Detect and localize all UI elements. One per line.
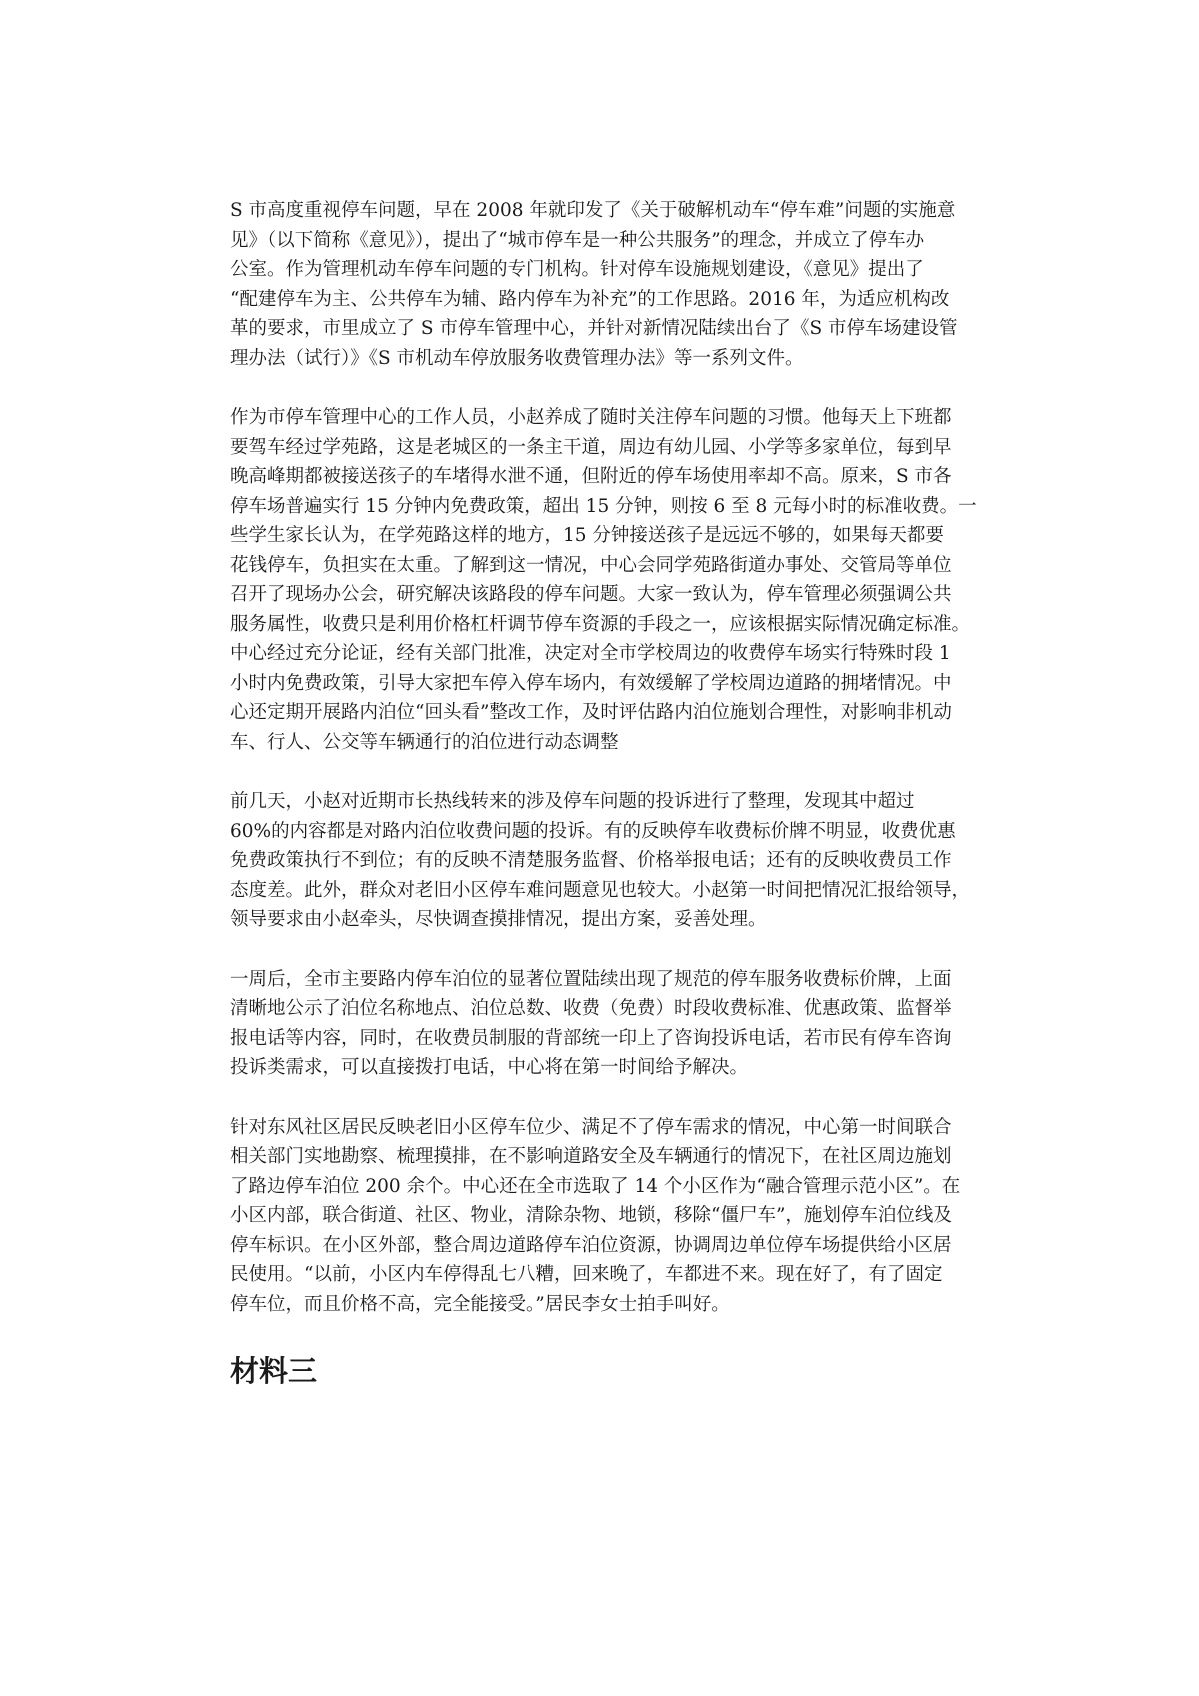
paragraph-line: 中心经过充分论证，经有关部门批准，决定对全市学校周边的收费停车场实行特殊时段 1 — [230, 643, 951, 664]
paragraph-4 — [230, 965, 990, 1083]
paragraph-1 — [230, 196, 990, 373]
paragraph-line: 态度差。此外，群众对老旧小区停车难问题意见也较大。小赵第一时间把情况汇报给领导， — [230, 879, 971, 901]
paragraph-line: S 市高度重视停车问题，早在 2008 年就印发了《关于破解机动车“停车难”问题的实施意 — [230, 200, 956, 221]
paragraph-line: 公室。作为管理机动车停车问题的专门机构。针对停车设施规划建设，《意见》提出了 — [230, 259, 924, 280]
paragraph-line: 领导要求由小赵牵头，尽快调查摸排情况，提出方案，妥善处理。 — [230, 909, 767, 930]
paragraph-line: 停车标识。在小区外部，整合周边道路停车泊位资源，协调周边单位停车场提供给小区居 — [230, 1234, 952, 1256]
paragraph-line: 革的要求，市里成立了 S 市停车管理中心，并针对新情况陆续出台了《S 市停车场建设管 — [230, 318, 958, 339]
paragraph-line: 召开了现场办公会，研究解决该路段的停车问题。大家一致认为，停车管理必须强调公共 — [230, 584, 952, 605]
paragraph-line: 针对东风社区居民反映老旧小区停车位少、满足不了停车需求的情况，中心第一时间联合 — [230, 1116, 952, 1138]
document-body — [230, 196, 990, 1391]
paragraph-line: 车、行人、公交等车辆通行的泊位进行动态调整 — [230, 731, 619, 753]
paragraph-2 — [230, 403, 990, 757]
paragraph-line: 前几天，小赵对近期市长热线转来的涉及停车问题的投诉进行了整理，发现其中超过 — [230, 791, 915, 812]
paragraph-line: 停车位，而且价格不高，完全能接受。”居民李女士拍手叫好。 — [230, 1293, 730, 1315]
paragraph-line: 相关部门实地勘察、梳理摸排，在不影响道路安全及车辆通行的情况下，在社区周边施划 — [230, 1146, 952, 1167]
paragraph-line: 清晰地公示了泊位名称地点、泊位总数、收费（免费）时段收费标准、优惠政策、监督举 — [230, 998, 952, 1019]
paragraph-line: 了路边停车泊位 200 余个。中心还在全市选取了 14 个小区作为“融合管理示范小区”。在 — [230, 1175, 961, 1197]
paragraph-line: 小时内免费政策，引导大家把车停入停车场内，有效缓解了学校周边道路的拥堵情况。中 — [230, 672, 952, 694]
paragraph-line: 停车场普遍实行 15 分钟内免费政策，超出 15 分钟，则按 6 至 8 元每小时的标准收费。一 — [230, 495, 977, 517]
paragraph-line: 些学生家长认为，在学苑路这样的地方，15 分钟接送孩子是远远不够的，如果每天都要 — [230, 525, 944, 546]
paragraph-line: 报电话等内容，同时，在收费员制服的背部统一印上了咨询投诉电话，若市民有停车咨询 — [230, 1027, 952, 1049]
paragraph-line: 服务属性，收费只是利用价格杠杆调节停车资源的手段之一，应该根据实际情况确定标准。 — [230, 613, 971, 635]
paragraph-line: 小区内部，联合街道、社区、物业，清除杂物、地锁，移除“僵尸车”，施划停车泊位线及 — [230, 1205, 952, 1226]
paragraph-line: 60%的内容都是对路内泊位收费问题的投诉。有的反映停车收费标价牌不明显，收费优惠 — [230, 820, 956, 842]
paragraph-line: 见》（以下简称《意见》），提出了“城市停车是一种公共服务”的理念，并成立了停车办 — [230, 229, 925, 251]
paragraph-line: “配建停车为主、公共停车为辅、路内停车为补充”的工作思路。2016 年，为适应机构改 — [230, 288, 950, 310]
paragraph-line: 晚高峰期都被接送孩子的车堵得水泄不通，但附近的停车场使用率却不高。原来，S 市各 — [230, 466, 952, 487]
paragraph-5 — [230, 1113, 990, 1320]
section-heading: 材料三 — [230, 1354, 318, 1388]
paragraph-line: 理办法（试行）》《S 市机动车停放服务收费管理办法》等一系列文件。 — [230, 347, 804, 369]
paragraph-3 — [230, 787, 990, 935]
paragraph-line: 投诉类需求，可以直接拨打电话，中心将在第一时间给予解决。 — [230, 1057, 749, 1078]
paragraph-line: 民使用。“以前，小区内车停得乱七八糟，回来晚了，车都进不来。现在好了，有了固定 — [230, 1264, 943, 1285]
paragraph-line: 要驾车经过学苑路，这是老城区的一条主干道，周边有幼儿园、小学等多家单位，每到早 — [230, 436, 952, 458]
paragraph-line: 一周后，全市主要路内停车泊位的显著位置陆续出现了规范的停车服务收费标价牌，上面 — [230, 968, 952, 990]
paragraph-line: 心还定期开展路内泊位“回头看”整改工作，及时评估路内泊位施划合理性，对影响非机动 — [230, 702, 952, 723]
paragraph-line: 花钱停车，负担实在太重。了解到这一情况，中心会同学苑路街道办事处、交管局等单位 — [230, 554, 952, 576]
paragraph-line: 免费政策执行不到位；有的反映不清楚服务监督、价格举报电话；还有的反映收费员工作 — [230, 850, 952, 871]
paragraph-line: 作为市停车管理中心的工作人员，小赵养成了随时关注停车问题的习惯。他每天上下班都 — [230, 407, 952, 428]
